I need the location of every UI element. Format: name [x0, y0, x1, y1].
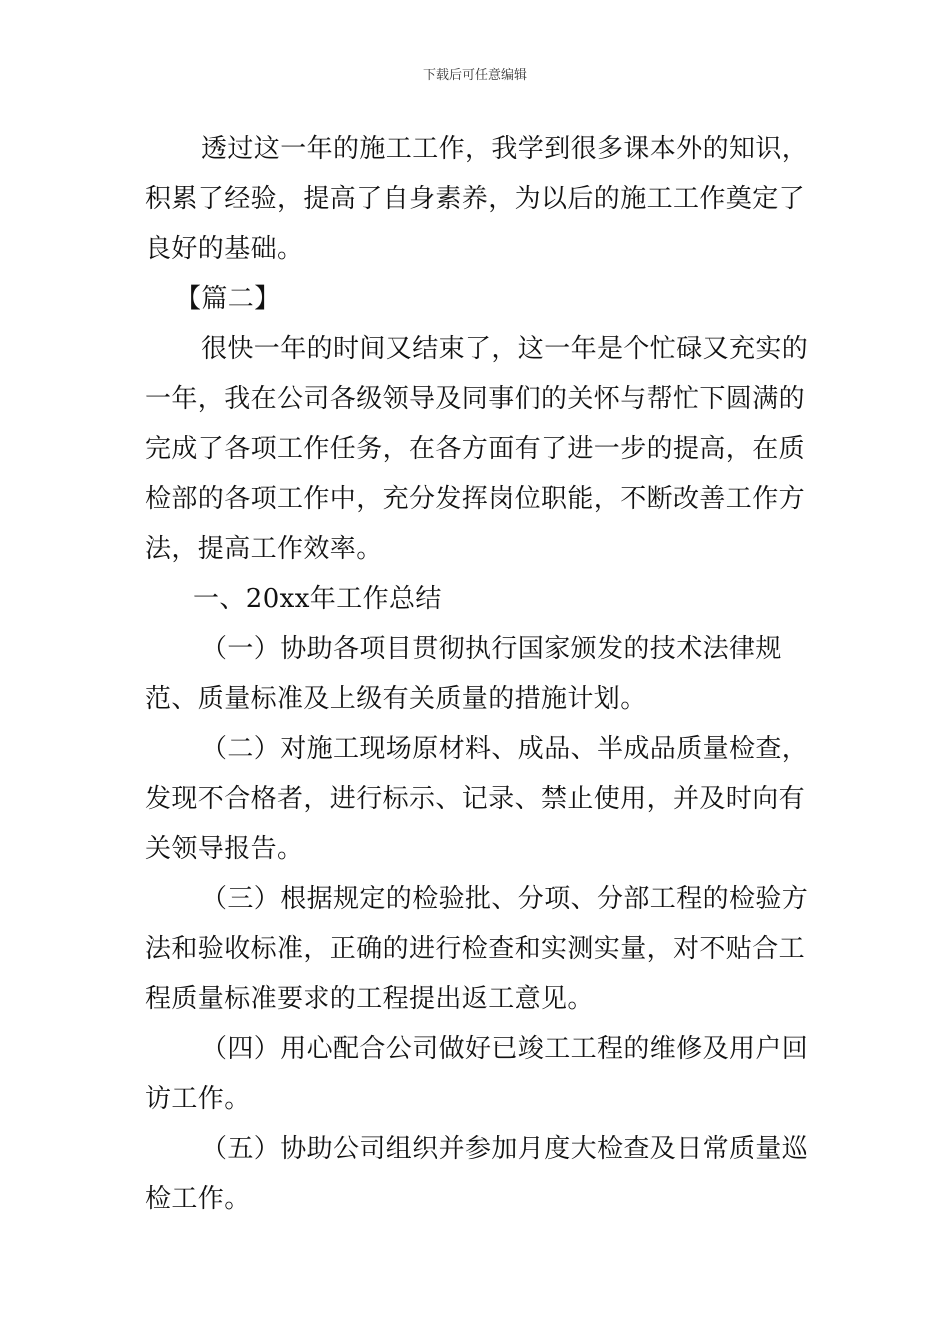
paragraph-year-overview: 很快一年的时间又结束了，这一年是个忙碌又充实的一年，我在公司各级领导及同事们的关怀与帮忙下圆满的完成了各项工作任务，在各方面有了进一步的提高，在质检部的各项工作中，充分发挥岗位职能，不断改善工作方法，提高工作效率。	[145, 334, 809, 564]
section-heading-part-two: 【篇二】	[175, 284, 281, 314]
list-item-5: （五）协助公司组织并参加月度大检查及日常质量巡检工作。	[145, 1134, 809, 1214]
section-title-work-summary: 一、20xx年工作总结	[193, 584, 442, 614]
paragraph-intro-summary: 透过这一年的施工工作，我学到很多课本外的知识，积累了经验，提高了自身素养，为以后的施工工作奠定了良好的基础。	[145, 134, 809, 264]
document-body	[145, 124, 815, 1224]
list-item-1: （一）协助各项目贯彻执行国家颁发的技术法律规范、质量标准及上级有关质量的措施计划。	[145, 634, 782, 714]
list-item-3: （三）根据规定的检验批、分项、分部工程的检验方法和验收标准，正确的进行检查和实测实量，对不贴合工程质量标准要求的工程提出返工意见。	[145, 884, 809, 1014]
list-item-2: （二）对施工现场原材料、成品、半成品质量检查，发现不合格者，进行标示、记录、禁止使用，并及时向有关领导报告。	[145, 734, 809, 864]
download-note: 下载后可任意编辑	[422, 68, 527, 83]
list-item-4: （四）用心配合公司做好已竣工工程的维修及用户回访工作。	[145, 1034, 809, 1114]
